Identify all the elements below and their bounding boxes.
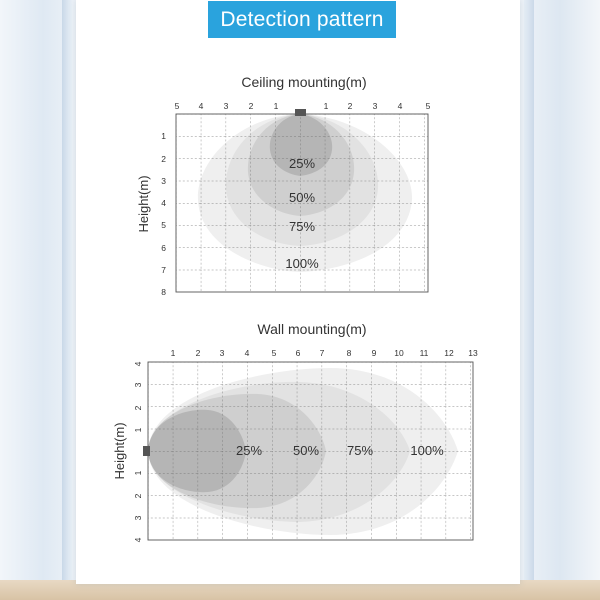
ceiling-left-tick: 2 bbox=[161, 154, 166, 164]
wall-top-tick: 11 bbox=[419, 348, 429, 358]
ceiling-left-tick: 5 bbox=[161, 220, 166, 230]
wall-zone-label-25: 25% bbox=[235, 443, 263, 458]
wall-top-tick: 7 bbox=[319, 348, 325, 358]
wall-left-tick: 3 bbox=[133, 515, 143, 521]
ceiling-top-tick: 1 bbox=[273, 101, 279, 111]
ceiling-diagram bbox=[136, 74, 431, 297]
ceiling-top-tick: 3 bbox=[372, 101, 378, 111]
wall-left-tick: 4 bbox=[133, 537, 143, 543]
wall-top-tick: 9 bbox=[371, 348, 377, 358]
wall-zone-label-100: 100% bbox=[410, 443, 444, 458]
wall-top-tick: 3 bbox=[219, 348, 225, 358]
ceiling-left-tick: 6 bbox=[161, 243, 166, 253]
ceiling-top-tick: 3 bbox=[223, 101, 229, 111]
ceiling-top-tick: 1 bbox=[323, 101, 329, 111]
ceiling-zone-label-75: 75% bbox=[288, 219, 316, 234]
ceiling-top-tick: 2 bbox=[248, 101, 254, 111]
wall-left-tick: 1 bbox=[133, 427, 143, 433]
ceiling-left-tick: 7 bbox=[161, 265, 166, 275]
ceiling-top-tick: 5 bbox=[425, 101, 431, 111]
ceiling-y-label: Height(m) bbox=[136, 175, 151, 233]
wall-diagram bbox=[112, 321, 478, 542]
ceiling-left-tick: 4 bbox=[161, 198, 166, 208]
ceiling-left-tick: 3 bbox=[161, 176, 166, 186]
wall-left-tick: 2 bbox=[133, 405, 143, 411]
wall-top-tick: 8 bbox=[346, 348, 352, 358]
page-title: Detection pattern bbox=[208, 1, 396, 38]
ceiling-top-tick: 4 bbox=[198, 101, 204, 111]
ceiling-left-tick: 8 bbox=[161, 287, 166, 297]
wall-top-tick: 12 bbox=[444, 348, 454, 358]
wall-top-tick: 2 bbox=[195, 348, 201, 358]
wall-top-tick: 13 bbox=[468, 348, 478, 358]
wall-y-label: Height(m) bbox=[112, 422, 127, 480]
wall-left-tick: 3 bbox=[133, 382, 143, 388]
wall-top-tick: 5 bbox=[271, 348, 277, 358]
wall-heading: Wall mounting(m) bbox=[257, 321, 367, 337]
ceiling-top-tick: 4 bbox=[397, 101, 403, 111]
wall-top-tick: 4 bbox=[244, 348, 250, 358]
ceiling-top-tick: 2 bbox=[347, 101, 353, 111]
wall-zone-label-50: 50% bbox=[292, 443, 320, 458]
ceiling-heading: Ceiling mounting(m) bbox=[241, 74, 367, 90]
ceiling-top-tick: 5 bbox=[174, 101, 180, 111]
ceiling-zone-label-25: 25% bbox=[288, 156, 316, 171]
wall-left-tick: 1 bbox=[133, 470, 143, 476]
wall-sensor-icon bbox=[143, 446, 150, 456]
wall-left-tick: 2 bbox=[133, 493, 143, 499]
wall-top-tick: 6 bbox=[295, 348, 301, 358]
wall-top-tick: 10 bbox=[394, 348, 404, 358]
wall-left-tick: 4 bbox=[133, 361, 143, 367]
wall-top-tick: 1 bbox=[170, 348, 176, 358]
ceiling-zone-label-50: 50% bbox=[288, 190, 316, 205]
ceiling-zone-label-100: 100% bbox=[285, 256, 319, 271]
ceiling-left-tick: 1 bbox=[161, 131, 166, 141]
wall-zone-label-75: 75% bbox=[346, 443, 374, 458]
ceiling-sensor-icon bbox=[295, 109, 306, 116]
